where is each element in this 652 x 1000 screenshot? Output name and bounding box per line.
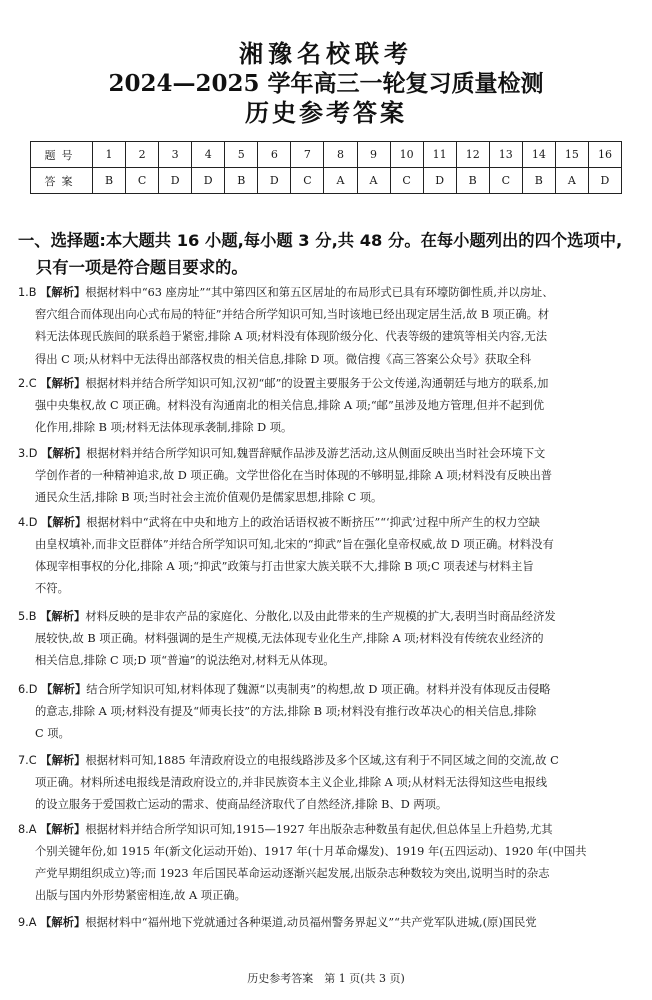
answer-explanation-2: [18, 373, 638, 439]
explanation-line: C 项。: [35, 727, 70, 740]
explanation-line: 根据材料并结合所学知识可知,汉初“邮”的设置主要服务于公文传递,沟通朝廷与地方的联系,加: [85, 377, 549, 390]
question-number-answer: 3.D: [18, 447, 38, 460]
explanation-line: 不符。: [35, 582, 69, 595]
row-label-answer: 答案: [31, 168, 93, 194]
explanation-line: 根据材料中“福州地下党就通过各种渠道,动员福州警务界起义”“共产党军队进城,(原)国民党: [85, 916, 537, 929]
answer-explanation-1: [18, 282, 638, 371]
question-number-answer: 5.B: [18, 610, 37, 623]
answer-cell: D: [159, 168, 192, 194]
explanation-line: 产党早期组织成立)等;而 1923 年后国民革命运动逐渐兴起发展,出版杂志种数较为突出,说明当时的杂志: [35, 867, 550, 880]
answer-cell: D: [258, 168, 291, 194]
analysis-tag: 【解析】: [40, 916, 86, 929]
exam-union-title: 湘豫名校联考: [239, 39, 413, 68]
analysis-tag: 【解析】: [40, 377, 86, 390]
answer-cell: A: [324, 168, 357, 194]
question-number-cell: 4: [192, 142, 225, 168]
question-number-answer: 4.D: [18, 516, 38, 529]
explanation-line: 得出 C 项;从材料中无法得出部落权贵的相关信息,排除 D 项。: [35, 353, 346, 366]
question-number-cell: 16: [588, 142, 621, 168]
analysis-tag: 【解析】: [41, 516, 87, 529]
question-number-answer: 8.A: [18, 823, 37, 836]
answer-explanation-9: [18, 912, 638, 934]
explanation-line: 料无法体现氏族间的联系趋于紧密,排除 A 项;材料没有体现阶级分化、代表等级的建筑等相关内容,无法: [35, 330, 548, 343]
answer-explanation-8: [18, 819, 638, 907]
question-number-cell: 15: [555, 142, 588, 168]
question-number-cell: 2: [126, 142, 159, 168]
answer-cell: C: [291, 168, 324, 194]
answer-explanation-6: [18, 679, 638, 745]
explanation-line: 由皇权填补,而非文臣群体”并结合所学知识可知,北宋的“抑武”旨在强化皇帝权威,故 D 项正确。材料没有: [35, 538, 554, 551]
answer-cell: A: [357, 168, 390, 194]
section-heading: [18, 227, 640, 281]
question-number-answer: 9.A: [18, 916, 37, 929]
answer-cell: D: [192, 168, 225, 194]
explanation-line: 根据材料并结合所学知识可知,1915—1927 年出版杂志种数虽有起伏,但总体呈上升趋势,尤其: [85, 823, 553, 836]
answer-key-title: 历史参考答案: [245, 98, 407, 127]
explanation-line: 的意志,排除 A 项;材料没有提及“师夷长技”的方法,排除 B 项;材料没有推行改革决心的相关信息,排除: [35, 705, 537, 718]
explanation-line: 相关信息,排除 C 项;D 项“普遍”的说法绝对,材料无从体现。: [35, 654, 335, 667]
explanation-line: 展较快,故 B 项正确。材料强调的是生产规模,无法体现专业化生产,排除 A 项;材料没有传统农业经济的: [35, 632, 544, 645]
explanation-line: 通民众生活,排除 B 项;当时社会主流价值观仍是儒家思想,排除 C 项。: [35, 491, 383, 504]
question-number-cell: 7: [291, 142, 324, 168]
exam-name-title: 2024—2025 学年高三一轮复习质量检测: [108, 70, 544, 97]
answer-cell: B: [225, 168, 258, 194]
analysis-tag: 【解析】: [41, 447, 87, 460]
watermark-text: 微信搜《高三答案公众号》获取全科: [345, 352, 532, 366]
explanation-line: 强中央集权,故 C 项正确。材料没有沟通南北的相关信息,排除 A 项;“邮”虽涉及地方管理,但并不起到优: [35, 399, 545, 412]
answer-explanation-5: [18, 606, 638, 672]
explanation-line: 根据材料可知,1885 年清政府设立的电报线路涉及多个区域,这有利于不同区域之间的交流,故 C: [85, 754, 559, 767]
row-label-number: 题号: [31, 142, 93, 168]
question-number-cell: 6: [258, 142, 291, 168]
page-footer: 历史参考答案 第 1 页(共 3 页): [247, 972, 405, 985]
answer-cell: D: [588, 168, 621, 194]
explanation-line: 结合所学知识可知,材料体现了魏源“以夷制夷”的构想,故 D 项正确。材料并没有体现反击侵略: [86, 683, 551, 696]
answer-table: [30, 141, 622, 194]
question-number-cell: 8: [324, 142, 357, 168]
explanation-line: 材料反映的是非农产品的家庭化、分散化,以及由此带来的生产规模的扩大,表明当时商品经济发: [85, 610, 556, 623]
question-number-cell: 11: [423, 142, 456, 168]
question-number-cell: 13: [489, 142, 522, 168]
question-number-cell: 12: [456, 142, 489, 168]
explanation-line: 根据材料中“63 座房址”“其中第四区和第五区居址的布局形式已具有环壕防御性质,并以房址、: [85, 286, 554, 299]
analysis-tag: 【解析】: [40, 823, 86, 836]
answer-cell: B: [93, 168, 126, 194]
answer-explanation-3: [18, 443, 638, 509]
question-number-answer: 1.B: [18, 286, 37, 299]
answer-cell: C: [489, 168, 522, 194]
analysis-tag: 【解析】: [40, 610, 86, 623]
answer-cell: C: [390, 168, 423, 194]
answer-cell: C: [126, 168, 159, 194]
explanation-line: 出版与国内外形势紧密相连,故 A 项正确。: [35, 889, 246, 902]
answer-table-answer-row: [31, 168, 622, 194]
question-number-cell: 1: [93, 142, 126, 168]
analysis-tag: 【解析】: [40, 754, 86, 767]
answer-cell: B: [456, 168, 489, 194]
explanation-line: 个别关键年份,如 1915 年(新文化运动开始)、1917 年(十月革命爆发)、1919 年(五四运动)、1920 年(中国共: [35, 845, 587, 858]
analysis-tag: 【解析】: [40, 286, 86, 299]
section-heading-line: 一、选择题:本大题共 16 小题,每小题 3 分,共 48 分。在每小题列出的四个选项中,: [18, 231, 623, 250]
explanation-line: 化作用,排除 B 项;材料无法体现承袭制,排除 D 项。: [35, 421, 293, 434]
question-number-cell: 10: [390, 142, 423, 168]
answer-cell: B: [522, 168, 555, 194]
answer-cell: A: [555, 168, 588, 194]
explanation-line: 的设立服务于爱国救亡运动的需求、使商品经济取代了自然经济,排除 B、D 两项。: [35, 798, 448, 811]
question-number-cell: 14: [522, 142, 555, 168]
question-number-cell: 5: [225, 142, 258, 168]
explanation-line: 体现宰相事权的分化,排除 A 项;“抑武”政策与打击世家大族关联不大,排除 B 项;C 项表述与材料主旨: [35, 560, 534, 573]
section-heading-line: 只有一项是符合题目要求的。: [36, 258, 248, 277]
question-number-answer: 2.C: [18, 377, 37, 390]
question-number-answer: 7.C: [18, 754, 37, 767]
explanation-line: 项正确。材料所述电报线是清政府设立的,并非民族资本主义企业,排除 A 项;从材料无法得知这些电报线: [35, 776, 548, 789]
answer-explanation-7: [18, 750, 638, 816]
analysis-tag: 【解析】: [41, 683, 87, 696]
question-number-cell: 9: [357, 142, 390, 168]
explanation-line: 学创作者的一种精神追求,故 D 项正确。文学世俗化在当时体现的不够明显,排除 A 项;材料没有反映出普: [35, 469, 553, 482]
question-number-answer: 6.D: [18, 683, 38, 696]
answer-cell: D: [423, 168, 456, 194]
answer-table-number-row: [31, 142, 622, 168]
explanation-line: 根据材料中“武将在中央和地方上的政治话语权被不断挤压”“‘抑武’过程中所产生的权力空缺: [86, 516, 541, 529]
answer-explanation-4: [18, 512, 638, 600]
question-number-cell: 3: [159, 142, 192, 168]
explanation-line: 根据材料并结合所学知识可知,魏晋辞赋作品涉及游艺活动,这从侧面反映出当时社会环境下文: [86, 447, 546, 460]
explanation-line: 窖穴组合而体现出向心式布局的特征”并结合所学知识可知,当时该地已经出现定居生活,故 B 项正确。材: [35, 308, 550, 321]
